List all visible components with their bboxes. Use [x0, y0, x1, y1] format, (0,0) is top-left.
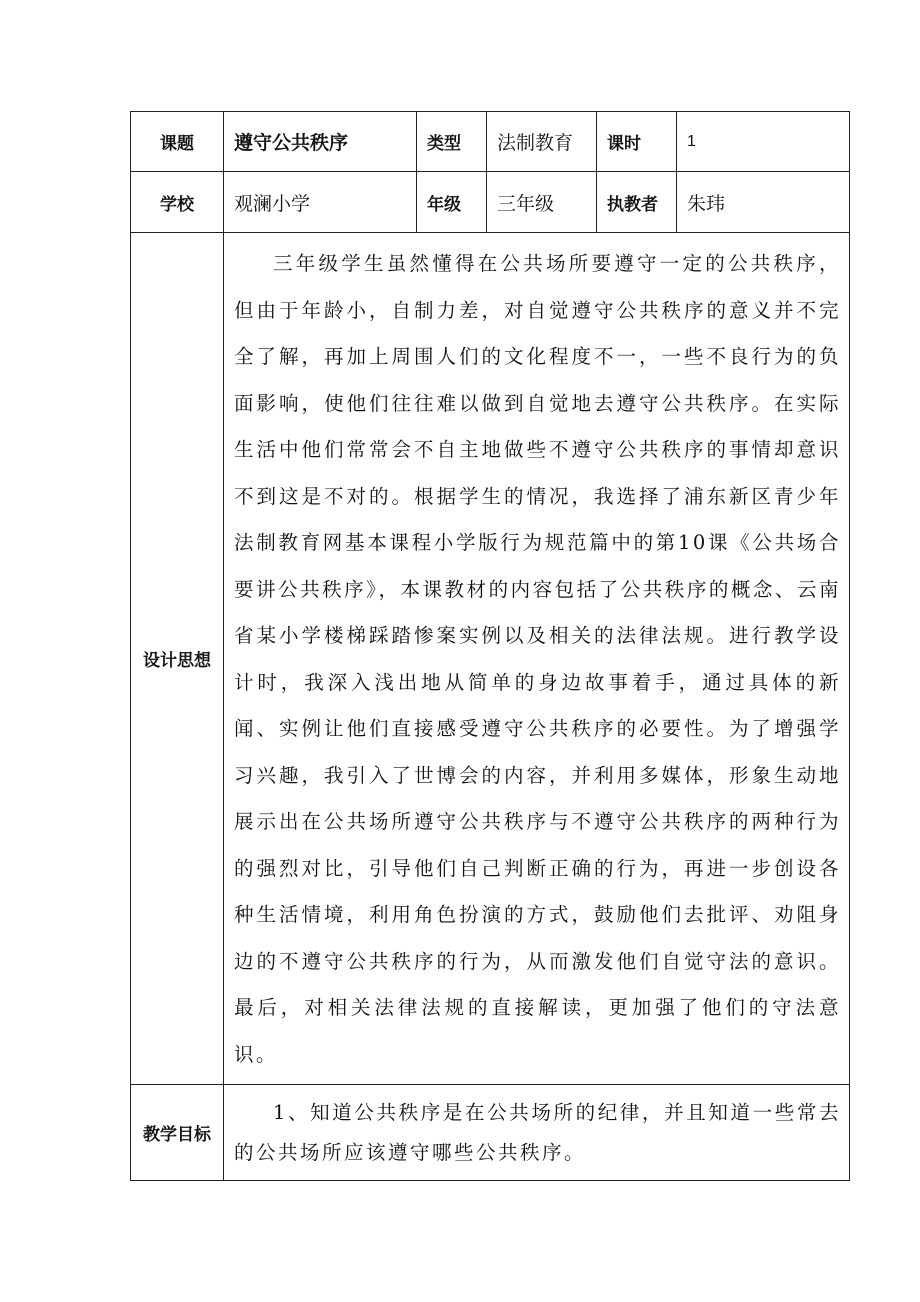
- school-value: 观澜小学: [224, 172, 417, 233]
- goals-label: 教学目标: [131, 1085, 224, 1181]
- teacher-value: 朱玮: [677, 172, 850, 233]
- grade-value: 三年级: [487, 172, 597, 233]
- table-row-design: [131, 233, 850, 1085]
- hours-value: 1: [677, 112, 850, 172]
- table-row-school: [131, 172, 850, 233]
- design-text: 三年级学生虽然懂得在公共场所要遵守一定的公共秩序，但由于年龄小，自制力差，对自觉遵守公共秩序的意义并不完全了解，再加上周围人们的文化程度不一，一些不良行为的负面影响，使他们往往难以做到自觉地去遵守公共秩序。在实际生活中他们常常会不自主地做些不遵守公共秩序的事情却意识不到这是不对的。根据学生的情况，我选择了浦东新区青少年法制教育网基本课程小学版行为规范篇中的第10课《公共场合要讲公共秩序》，本课教材的内容包括了公共秩序的概念、云南省某小学楼梯踩踏惨案实例以及相关的法律法规。进行教学设计时，我深入浅出地从简单的身边故事着手，通过具体的新闻、实例让他们直接感受遵守公共秩序的必要性。为了增强学习兴趣，我引入了世博会的内容，并利用多媒体，形象生动地展示出在公共场所遵守公共秩序与不遵守公共秩序的两种行为的强烈对比，引导他们自己判断正确的行为，再进一步创设各种生活情境，利用角色扮演的方式，鼓励他们去批评、劝阻身边的不遵守公共秩序的行为，从而激发他们自觉守法的意识。最后，对相关法律法规的直接解读，更加强了他们的守法意识。: [224, 233, 850, 1085]
- goals-text: 1、知道公共秩序是在公共场所的纪律，并且知道一些常去的公共场所应该遵守哪些公共秩序。: [224, 1085, 850, 1181]
- topic-label: 课题: [131, 112, 224, 172]
- lesson-plan-table: [130, 111, 850, 1181]
- teacher-label: 执教者: [597, 172, 677, 233]
- grade-label: 年级: [417, 172, 487, 233]
- type-label: 类型: [417, 112, 487, 172]
- table-row-goals: [131, 1085, 850, 1181]
- design-label: 设计思想: [131, 233, 224, 1085]
- hours-label: 课时: [597, 112, 677, 172]
- table-row-topic: [131, 112, 850, 172]
- type-value: 法制教育: [487, 112, 597, 172]
- topic-value: 遵守公共秩序: [224, 112, 417, 172]
- school-label: 学校: [131, 172, 224, 233]
